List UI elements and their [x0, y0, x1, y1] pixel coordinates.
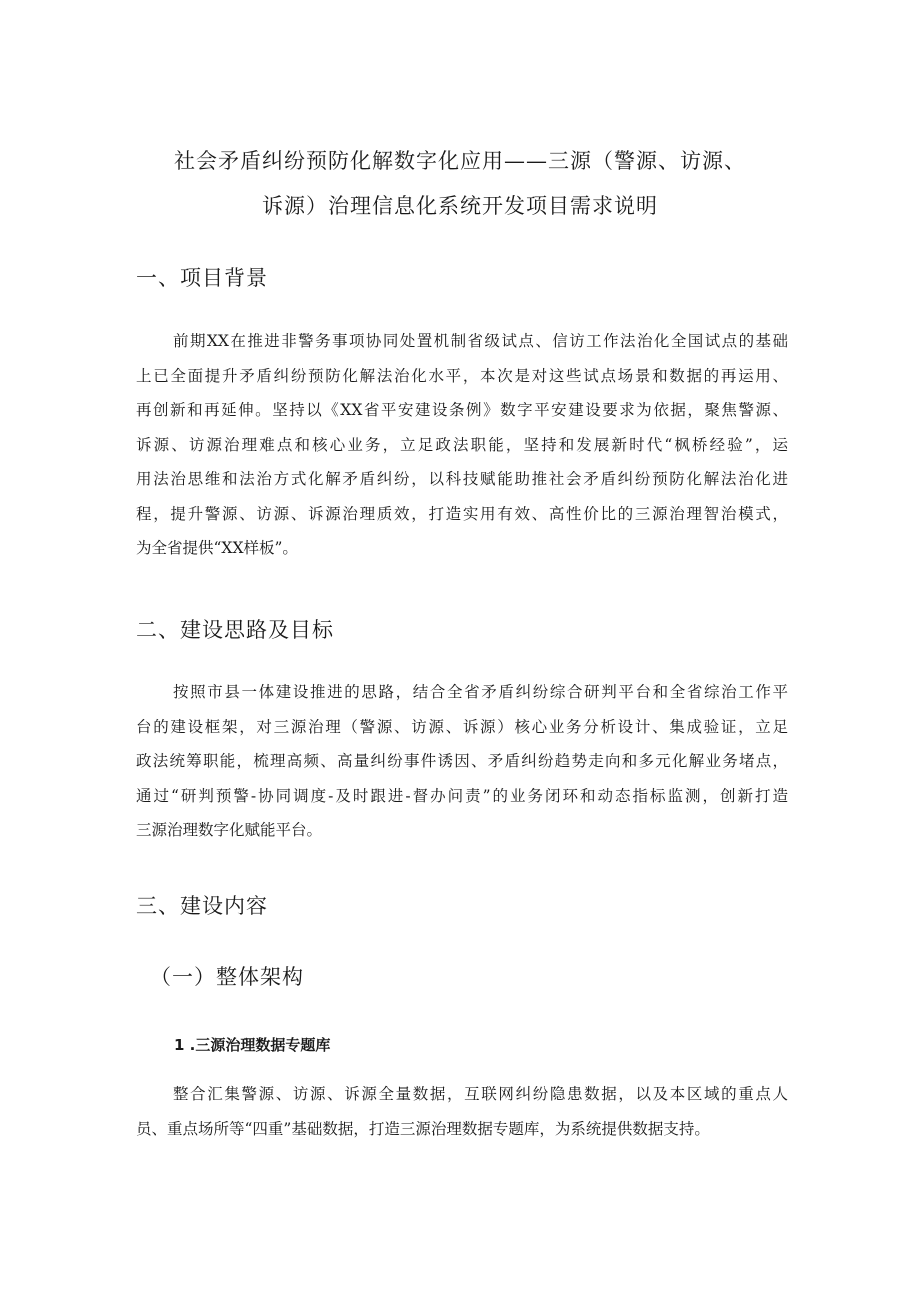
- paragraph-line: 前期XX在推进非警务事项协同处置机制省级试点、信访工作法治化全国试点的基础: [173, 332, 788, 350]
- document-title-line-1: 社会矛盾纠纷预防化解数字化应用——三源（警源、访源、: [174, 149, 746, 173]
- section-heading-content: 三、建设内容: [136, 894, 268, 918]
- paragraph-line: 上已全面提升矛盾纠纷预防化解法治化水平，本次是对这些试点场景和数据的再运用、: [136, 366, 788, 385]
- section-heading-background: 一、项目背景: [136, 266, 268, 290]
- paragraph-line: 再创新和再延伸。坚持以《XX省平安建设条例》数字平安建设要求为依据，聚焦警源、: [136, 401, 788, 419]
- subsection-heading-architecture: （一）整体架构: [150, 965, 304, 989]
- section-heading-goals: 二、建设思路及目标: [136, 618, 334, 642]
- paragraph-line: 按照市县一体建设推进的思路，结合全省矛盾纠纷综合研判平台和全省综治工作平: [173, 683, 788, 701]
- paragraph-line: 为全省提供“XX样板”。: [136, 539, 298, 557]
- paragraph-line: 台的建设框架，对三源治理（警源、访源、诉源）核心业务分析设计、集成验证，立足: [136, 717, 788, 736]
- section-paragraph-data-library: [136, 1077, 788, 1146]
- document-title-line-2: 诉源）治理信息化系统开发项目需求说明: [262, 194, 658, 218]
- section-paragraph-background: [136, 324, 788, 566]
- paragraph-line: 整合汇集警源、访源、诉源全量数据，互联网纠纷隐患数据，以及本区域的重点人: [173, 1085, 788, 1103]
- paragraph-line: 政法统筹职能，梳理高频、高量纠纷事件诱因、矛盾纠纷趋势走向和多元化解业务堵点，: [136, 752, 788, 770]
- paragraph-line: 诉源、访源治理难点和核心业务，立足政法职能，坚持和发展新时代“枫桥经验”，运: [136, 435, 788, 454]
- item-heading-data-library: 1 .三源治理数据专题库: [174, 1036, 331, 1054]
- section-paragraph-goals: [136, 675, 788, 848]
- paragraph-line: 用法治思维和法治方式化解矛盾纠纷，以科技赋能助推社会矛盾纠纷预防化解法治化进: [136, 470, 788, 488]
- paragraph-line: 程，提升警源、访源、诉源治理质效，打造实用有效、高性价比的三源治理智治模式，: [136, 504, 788, 523]
- paragraph-line: 三源治理数字化赋能平台。: [136, 821, 323, 839]
- paragraph-line: 员、重点场所等“四重”基础数据，打造三源治理数据专题库，为系统提供数据支持。: [136, 1119, 710, 1138]
- paragraph-line: 通过“研判预警-协同调度-及时跟进-督办问责”的业务闭环和动态指标监测，创新打造: [136, 786, 788, 805]
